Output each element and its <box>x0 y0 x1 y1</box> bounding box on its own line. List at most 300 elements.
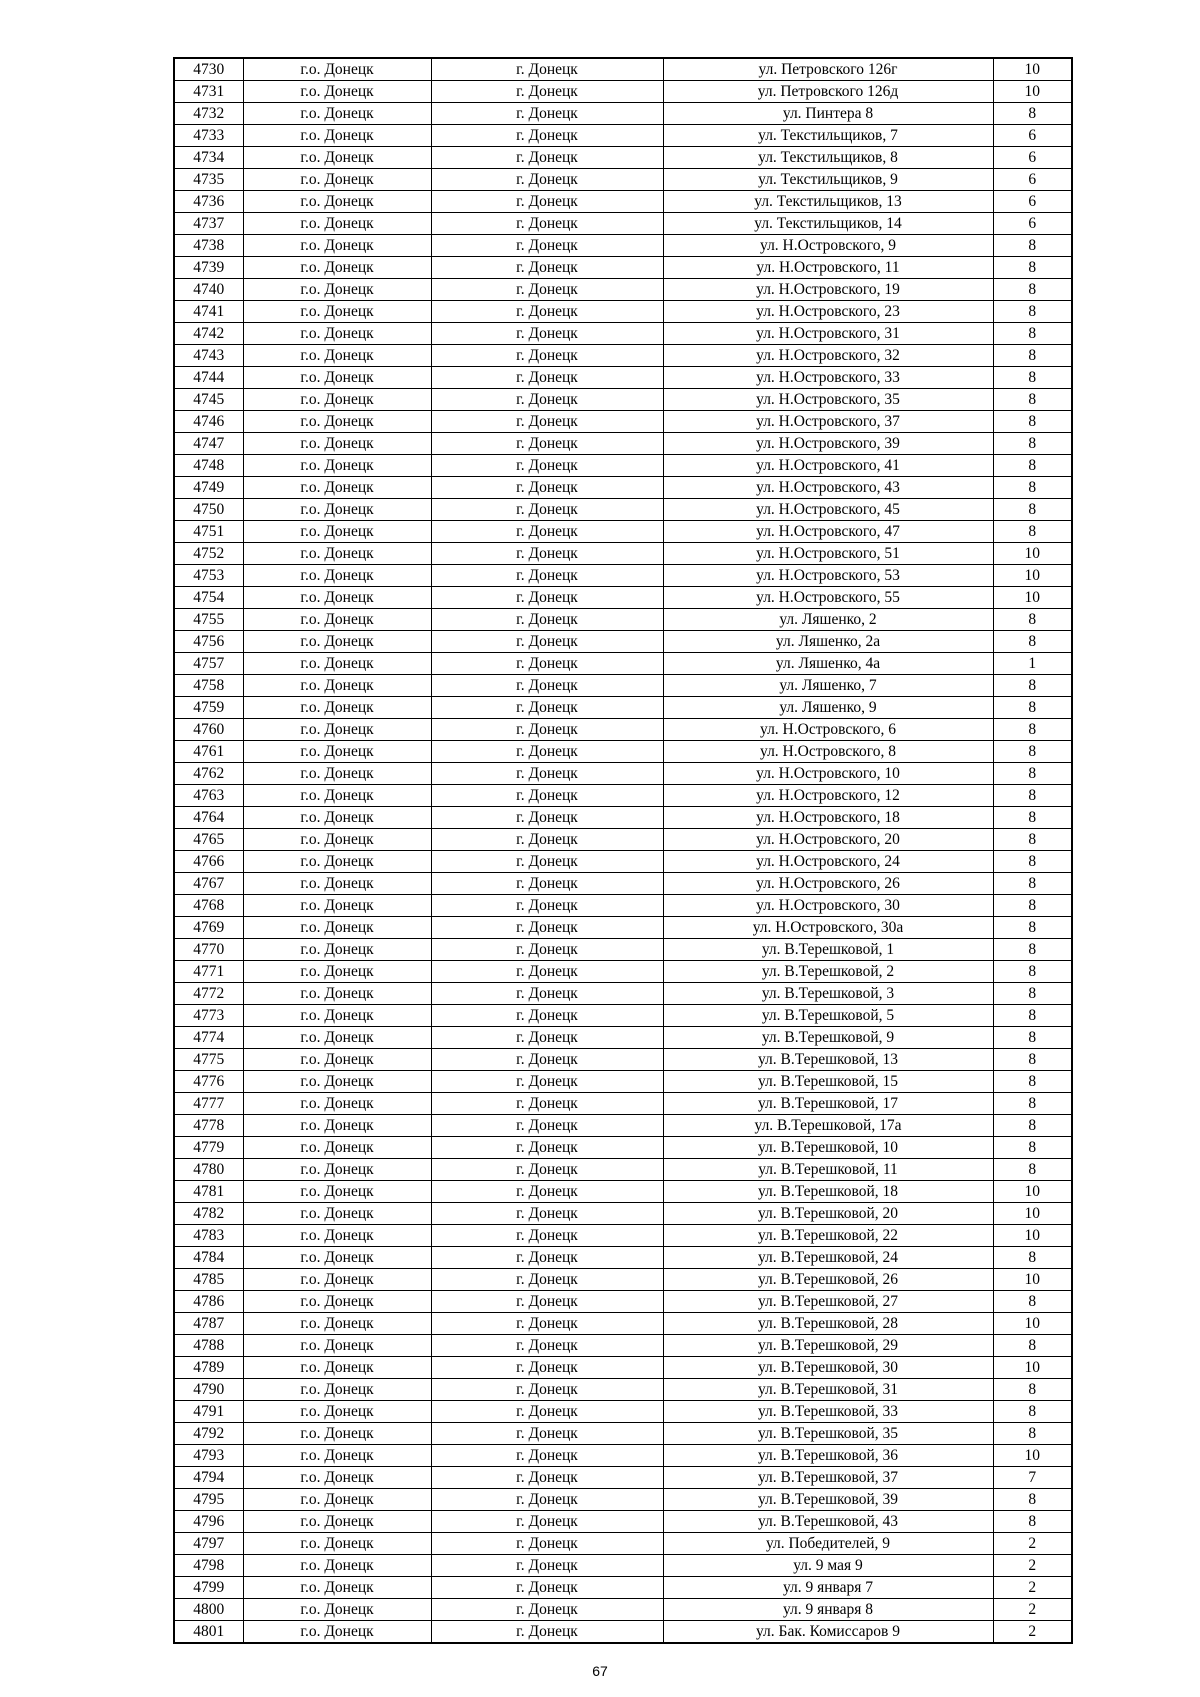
table-row <box>174 521 1072 543</box>
address-cell: ул. 9 января 7 <box>663 1577 993 1599</box>
district-cell: г.о. Донецк <box>243 1225 431 1247</box>
value-cell: 6 <box>993 191 1072 213</box>
table-row <box>174 257 1072 279</box>
city-cell: г. Донецк <box>431 103 663 125</box>
address-cell: ул. Н.Островского, 10 <box>663 763 993 785</box>
value-cell: 8 <box>993 1489 1072 1511</box>
row-number-cell: 4748 <box>174 455 243 477</box>
value-cell: 10 <box>993 1181 1072 1203</box>
row-number-cell: 4732 <box>174 103 243 125</box>
district-cell: г.о. Донецк <box>243 829 431 851</box>
table-row <box>174 1489 1072 1511</box>
table-row <box>174 1137 1072 1159</box>
table-row <box>174 1093 1072 1115</box>
value-cell: 8 <box>993 961 1072 983</box>
district-cell: г.о. Донецк <box>243 1203 431 1225</box>
address-cell: ул. В.Терешковой, 37 <box>663 1467 993 1489</box>
row-number-cell: 4779 <box>174 1137 243 1159</box>
address-cell: ул. В.Терешковой, 20 <box>663 1203 993 1225</box>
district-cell: г.о. Донецк <box>243 257 431 279</box>
district-cell: г.о. Донецк <box>243 58 431 81</box>
row-number-cell: 4778 <box>174 1115 243 1137</box>
row-number-cell: 4784 <box>174 1247 243 1269</box>
address-cell: ул. В.Терешковой, 35 <box>663 1423 993 1445</box>
district-cell: г.о. Донецк <box>243 1049 431 1071</box>
city-cell: г. Донецк <box>431 389 663 411</box>
address-cell: ул. В.Терешковой, 36 <box>663 1445 993 1467</box>
address-cell: ул. Н.Островского, 35 <box>663 389 993 411</box>
district-cell: г.о. Донецк <box>243 1423 431 1445</box>
district-cell: г.о. Донецк <box>243 411 431 433</box>
row-number-cell: 4789 <box>174 1357 243 1379</box>
value-cell: 8 <box>993 235 1072 257</box>
address-cell: ул. Пинтера 8 <box>663 103 993 125</box>
city-cell: г. Донецк <box>431 1401 663 1423</box>
district-cell: г.о. Донецк <box>243 631 431 653</box>
district-cell: г.о. Донецк <box>243 1027 431 1049</box>
table-row <box>174 719 1072 741</box>
row-number-cell: 4733 <box>174 125 243 147</box>
table-row <box>174 1357 1072 1379</box>
row-number-cell: 4758 <box>174 675 243 697</box>
table-row <box>174 411 1072 433</box>
district-cell: г.о. Донецк <box>243 785 431 807</box>
city-cell: г. Донецк <box>431 1291 663 1313</box>
city-cell: г. Донецк <box>431 1467 663 1489</box>
value-cell: 8 <box>993 741 1072 763</box>
district-cell: г.о. Донецк <box>243 1247 431 1269</box>
address-cell: ул. Н.Островского, 23 <box>663 301 993 323</box>
address-cell: ул. В.Терешковой, 28 <box>663 1313 993 1335</box>
row-number-cell: 4747 <box>174 433 243 455</box>
district-cell: г.о. Донецк <box>243 1137 431 1159</box>
value-cell: 6 <box>993 213 1072 235</box>
row-number-cell: 4731 <box>174 81 243 103</box>
table-row <box>174 1335 1072 1357</box>
table-row <box>174 191 1072 213</box>
address-cell: ул. В.Терешковой, 33 <box>663 1401 993 1423</box>
address-cell: ул. В.Терешковой, 39 <box>663 1489 993 1511</box>
city-cell: г. Донецк <box>431 1599 663 1621</box>
row-number-cell: 4794 <box>174 1467 243 1489</box>
city-cell: г. Донецк <box>431 1203 663 1225</box>
table-row <box>174 807 1072 829</box>
row-number-cell: 4734 <box>174 147 243 169</box>
address-cell: ул. В.Терешковой, 22 <box>663 1225 993 1247</box>
district-cell: г.о. Донецк <box>243 191 431 213</box>
table-row <box>174 323 1072 345</box>
city-cell: г. Донецк <box>431 1313 663 1335</box>
district-cell: г.о. Донецк <box>243 1577 431 1599</box>
city-cell: г. Донецк <box>431 1489 663 1511</box>
address-cell: ул. Ляшенко, 2 <box>663 609 993 631</box>
table-row <box>174 829 1072 851</box>
table-row <box>174 565 1072 587</box>
row-number-cell: 4800 <box>174 1599 243 1621</box>
address-table-body <box>174 58 1072 1643</box>
row-number-cell: 4799 <box>174 1577 243 1599</box>
table-row <box>174 213 1072 235</box>
district-cell: г.о. Донецк <box>243 1335 431 1357</box>
row-number-cell: 4774 <box>174 1027 243 1049</box>
row-number-cell: 4796 <box>174 1511 243 1533</box>
address-cell: ул. Текстильщиков, 9 <box>663 169 993 191</box>
district-cell: г.о. Донецк <box>243 873 431 895</box>
district-cell: г.о. Донецк <box>243 1489 431 1511</box>
row-number-cell: 4736 <box>174 191 243 213</box>
address-cell: ул. Н.Островского, 51 <box>663 543 993 565</box>
value-cell: 8 <box>993 1247 1072 1269</box>
row-number-cell: 4770 <box>174 939 243 961</box>
table-row <box>174 587 1072 609</box>
table-row <box>174 1203 1072 1225</box>
value-cell: 8 <box>993 1049 1072 1071</box>
row-number-cell: 4730 <box>174 58 243 81</box>
address-cell: ул. Н.Островского, 12 <box>663 785 993 807</box>
city-cell: г. Донецк <box>431 983 663 1005</box>
table-row <box>174 1401 1072 1423</box>
table-row <box>174 1005 1072 1027</box>
row-number-cell: 4777 <box>174 1093 243 1115</box>
city-cell: г. Донецк <box>431 345 663 367</box>
address-cell: ул. В.Терешковой, 17 <box>663 1093 993 1115</box>
address-cell: ул. Текстильщиков, 14 <box>663 213 993 235</box>
value-cell: 10 <box>993 58 1072 81</box>
address-cell: ул. В.Терешковой, 18 <box>663 1181 993 1203</box>
address-cell: ул. Ляшенко, 9 <box>663 697 993 719</box>
address-cell: ул. Н.Островского, 6 <box>663 719 993 741</box>
value-cell: 8 <box>993 631 1072 653</box>
value-cell: 10 <box>993 1203 1072 1225</box>
table-row <box>174 345 1072 367</box>
value-cell: 8 <box>993 763 1072 785</box>
row-number-cell: 4761 <box>174 741 243 763</box>
address-cell: ул. Н.Островского, 26 <box>663 873 993 895</box>
table-row <box>174 455 1072 477</box>
value-cell: 8 <box>993 1291 1072 1313</box>
row-number-cell: 4780 <box>174 1159 243 1181</box>
value-cell: 10 <box>993 543 1072 565</box>
value-cell: 8 <box>993 939 1072 961</box>
row-number-cell: 4768 <box>174 895 243 917</box>
district-cell: г.о. Донецк <box>243 1621 431 1644</box>
value-cell: 2 <box>993 1555 1072 1577</box>
city-cell: г. Донецк <box>431 829 663 851</box>
city-cell: г. Донецк <box>431 58 663 81</box>
value-cell: 8 <box>993 411 1072 433</box>
table-row <box>174 1269 1072 1291</box>
table-row <box>174 763 1072 785</box>
city-cell: г. Донецк <box>431 653 663 675</box>
row-number-cell: 4739 <box>174 257 243 279</box>
value-cell: 8 <box>993 719 1072 741</box>
row-number-cell: 4769 <box>174 917 243 939</box>
district-cell: г.о. Донецк <box>243 741 431 763</box>
city-cell: г. Донецк <box>431 1511 663 1533</box>
value-cell: 8 <box>993 477 1072 499</box>
district-cell: г.о. Донецк <box>243 587 431 609</box>
city-cell: г. Донецк <box>431 543 663 565</box>
row-number-cell: 4767 <box>174 873 243 895</box>
row-number-cell: 4790 <box>174 1379 243 1401</box>
address-cell: ул. Ляшенко, 2а <box>663 631 993 653</box>
district-cell: г.о. Донецк <box>243 543 431 565</box>
page-number: 67 <box>592 1663 608 1679</box>
table-row <box>174 389 1072 411</box>
value-cell: 2 <box>993 1621 1072 1644</box>
table-row <box>174 1379 1072 1401</box>
value-cell: 10 <box>993 565 1072 587</box>
table-row <box>174 433 1072 455</box>
address-cell: ул. В.Терешковой, 15 <box>663 1071 993 1093</box>
city-cell: г. Донецк <box>431 1181 663 1203</box>
district-cell: г.о. Донецк <box>243 499 431 521</box>
row-number-cell: 4773 <box>174 1005 243 1027</box>
city-cell: г. Донецк <box>431 1357 663 1379</box>
city-cell: г. Донецк <box>431 873 663 895</box>
district-cell: г.о. Донецк <box>243 895 431 917</box>
table-row <box>174 1247 1072 1269</box>
city-cell: г. Донецк <box>431 367 663 389</box>
city-cell: г. Донецк <box>431 1225 663 1247</box>
value-cell: 8 <box>993 1005 1072 1027</box>
address-cell: ул. В.Терешковой, 5 <box>663 1005 993 1027</box>
value-cell: 8 <box>993 1335 1072 1357</box>
row-number-cell: 4759 <box>174 697 243 719</box>
city-cell: г. Донецк <box>431 81 663 103</box>
row-number-cell: 4793 <box>174 1445 243 1467</box>
value-cell: 8 <box>993 345 1072 367</box>
value-cell: 8 <box>993 785 1072 807</box>
address-cell: ул. В.Терешковой, 29 <box>663 1335 993 1357</box>
city-cell: г. Донецк <box>431 301 663 323</box>
row-number-cell: 4760 <box>174 719 243 741</box>
table-row <box>174 543 1072 565</box>
table-row <box>174 499 1072 521</box>
district-cell: г.о. Донецк <box>243 719 431 741</box>
row-number-cell: 4743 <box>174 345 243 367</box>
district-cell: г.о. Донецк <box>243 1269 431 1291</box>
table-row <box>174 169 1072 191</box>
value-cell: 8 <box>993 257 1072 279</box>
row-number-cell: 4783 <box>174 1225 243 1247</box>
table-row <box>174 147 1072 169</box>
district-cell: г.о. Донецк <box>243 1115 431 1137</box>
district-cell: г.о. Донецк <box>243 565 431 587</box>
table-row <box>174 1027 1072 1049</box>
city-cell: г. Донецк <box>431 213 663 235</box>
address-cell: ул. Н.Островского, 19 <box>663 279 993 301</box>
address-cell: ул. В.Терешковой, 43 <box>663 1511 993 1533</box>
district-cell: г.о. Донецк <box>243 697 431 719</box>
row-number-cell: 4785 <box>174 1269 243 1291</box>
city-cell: г. Донецк <box>431 741 663 763</box>
address-cell: ул. В.Терешковой, 1 <box>663 939 993 961</box>
table-row <box>174 939 1072 961</box>
value-cell: 8 <box>993 1159 1072 1181</box>
table-row <box>174 1115 1072 1137</box>
city-cell: г. Донецк <box>431 1027 663 1049</box>
table-row <box>174 675 1072 697</box>
value-cell: 8 <box>993 1137 1072 1159</box>
city-cell: г. Донецк <box>431 1005 663 1027</box>
table-row <box>174 279 1072 301</box>
row-number-cell: 4772 <box>174 983 243 1005</box>
value-cell: 8 <box>993 279 1072 301</box>
row-number-cell: 4745 <box>174 389 243 411</box>
address-cell: ул. В.Терешковой, 30 <box>663 1357 993 1379</box>
value-cell: 6 <box>993 169 1072 191</box>
row-number-cell: 4771 <box>174 961 243 983</box>
district-cell: г.о. Донецк <box>243 1291 431 1313</box>
value-cell: 8 <box>993 1115 1072 1137</box>
value-cell: 8 <box>993 697 1072 719</box>
table-row <box>174 983 1072 1005</box>
table-row <box>174 103 1072 125</box>
city-cell: г. Донецк <box>431 1577 663 1599</box>
city-cell: г. Донецк <box>431 719 663 741</box>
city-cell: г. Донецк <box>431 961 663 983</box>
value-cell: 7 <box>993 1467 1072 1489</box>
district-cell: г.о. Донецк <box>243 1357 431 1379</box>
address-cell: ул. Н.Островского, 41 <box>663 455 993 477</box>
city-cell: г. Донецк <box>431 1533 663 1555</box>
address-cell: ул. Н.Островского, 33 <box>663 367 993 389</box>
table-row <box>174 477 1072 499</box>
city-cell: г. Донецк <box>431 279 663 301</box>
table-row <box>174 1049 1072 1071</box>
district-cell: г.о. Донецк <box>243 1313 431 1335</box>
table-row <box>174 1225 1072 1247</box>
address-cell: ул. Н.Островского, 30а <box>663 917 993 939</box>
row-number-cell: 4738 <box>174 235 243 257</box>
value-cell: 6 <box>993 147 1072 169</box>
value-cell: 6 <box>993 125 1072 147</box>
row-number-cell: 4737 <box>174 213 243 235</box>
district-cell: г.о. Донецк <box>243 1445 431 1467</box>
table-row <box>174 873 1072 895</box>
row-number-cell: 4763 <box>174 785 243 807</box>
address-cell: ул. Н.Островского, 37 <box>663 411 993 433</box>
value-cell: 8 <box>993 873 1072 895</box>
table-row <box>174 697 1072 719</box>
table-row <box>174 785 1072 807</box>
address-cell: ул. Н.Островского, 18 <box>663 807 993 829</box>
address-cell: ул. Н.Островского, 30 <box>663 895 993 917</box>
district-cell: г.о. Донецк <box>243 939 431 961</box>
value-cell: 2 <box>993 1533 1072 1555</box>
city-cell: г. Донецк <box>431 917 663 939</box>
table-row <box>174 1467 1072 1489</box>
district-cell: г.о. Донецк <box>243 851 431 873</box>
address-cell: ул. В.Терешковой, 27 <box>663 1291 993 1313</box>
city-cell: г. Донецк <box>431 1093 663 1115</box>
table-row <box>174 917 1072 939</box>
city-cell: г. Донецк <box>431 477 663 499</box>
city-cell: г. Донецк <box>431 169 663 191</box>
city-cell: г. Донецк <box>431 1423 663 1445</box>
city-cell: г. Донецк <box>431 1555 663 1577</box>
table-row <box>174 1159 1072 1181</box>
address-cell: ул. Текстильщиков, 7 <box>663 125 993 147</box>
district-cell: г.о. Донецк <box>243 169 431 191</box>
city-cell: г. Донецк <box>431 851 663 873</box>
district-cell: г.о. Донецк <box>243 1159 431 1181</box>
address-cell: ул. Петровского 126д <box>663 81 993 103</box>
district-cell: г.о. Донецк <box>243 807 431 829</box>
address-cell: ул. В.Терешковой, 9 <box>663 1027 993 1049</box>
district-cell: г.о. Донецк <box>243 235 431 257</box>
address-cell: ул. Ляшенко, 4а <box>663 653 993 675</box>
city-cell: г. Донецк <box>431 609 663 631</box>
address-cell: ул. Н.Островского, 31 <box>663 323 993 345</box>
district-cell: г.о. Донецк <box>243 983 431 1005</box>
table-row <box>174 58 1072 81</box>
value-cell: 8 <box>993 1423 1072 1445</box>
address-cell: ул. В.Терешковой, 3 <box>663 983 993 1005</box>
district-cell: г.о. Донецк <box>243 279 431 301</box>
value-cell: 8 <box>993 675 1072 697</box>
city-cell: г. Донецк <box>431 1159 663 1181</box>
district-cell: г.о. Донецк <box>243 1599 431 1621</box>
city-cell: г. Донецк <box>431 895 663 917</box>
district-cell: г.о. Донецк <box>243 367 431 389</box>
value-cell: 10 <box>993 1313 1072 1335</box>
district-cell: г.о. Донецк <box>243 1379 431 1401</box>
table-row <box>174 1511 1072 1533</box>
value-cell: 8 <box>993 983 1072 1005</box>
address-cell: ул. Н.Островского, 55 <box>663 587 993 609</box>
value-cell: 8 <box>993 521 1072 543</box>
district-cell: г.о. Донецк <box>243 1071 431 1093</box>
table-row <box>174 741 1072 763</box>
address-cell: ул. Н.Островского, 47 <box>663 521 993 543</box>
table-row <box>174 1313 1072 1335</box>
address-cell: ул. Текстильщиков, 13 <box>663 191 993 213</box>
table-row <box>174 1621 1072 1644</box>
value-cell: 8 <box>993 103 1072 125</box>
table-row <box>174 609 1072 631</box>
city-cell: г. Донецк <box>431 1621 663 1644</box>
row-number-cell: 4765 <box>174 829 243 851</box>
city-cell: г. Донецк <box>431 125 663 147</box>
city-cell: г. Донецк <box>431 455 663 477</box>
row-number-cell: 4746 <box>174 411 243 433</box>
table-row <box>174 631 1072 653</box>
district-cell: г.о. Донецк <box>243 323 431 345</box>
table-row <box>174 653 1072 675</box>
address-table <box>173 57 1073 1644</box>
city-cell: г. Донецк <box>431 499 663 521</box>
row-number-cell: 4792 <box>174 1423 243 1445</box>
table-row <box>174 81 1072 103</box>
district-cell: г.о. Донецк <box>243 675 431 697</box>
table-row <box>174 851 1072 873</box>
city-cell: г. Донецк <box>431 323 663 345</box>
address-cell: ул. Ляшенко, 7 <box>663 675 993 697</box>
district-cell: г.о. Донецк <box>243 213 431 235</box>
row-number-cell: 4744 <box>174 367 243 389</box>
address-cell: ул. Бак. Комиссаров 9 <box>663 1621 993 1644</box>
city-cell: г. Донецк <box>431 411 663 433</box>
row-number-cell: 4762 <box>174 763 243 785</box>
city-cell: г. Донецк <box>431 763 663 785</box>
value-cell: 10 <box>993 587 1072 609</box>
value-cell: 10 <box>993 1225 1072 1247</box>
address-cell: ул. Н.Островского, 20 <box>663 829 993 851</box>
district-cell: г.о. Донецк <box>243 1555 431 1577</box>
address-cell: ул. Н.Островского, 43 <box>663 477 993 499</box>
